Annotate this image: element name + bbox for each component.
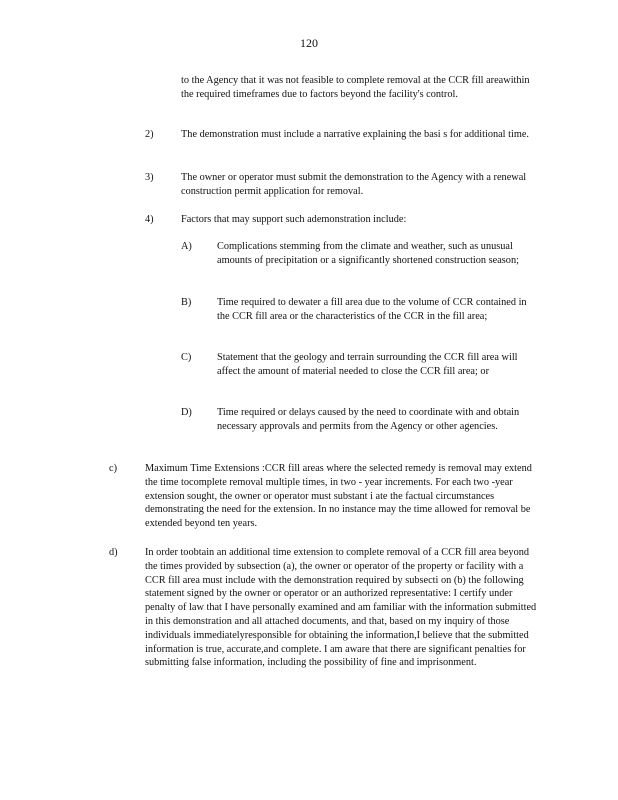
item-d-text: Time required or delays caused by the need to coordinate with and obtain necessary approvals and permits from the Agency or other agencies. [217, 407, 520, 432]
subsection-d-text: In order toobtain an additional time extension to complete removal of a CCR fill area beyond the times provided by subsection (a), the owner or operator of the property or facility with a CCR fill area must include with the demonstration required by subsecti on (b) the following statement signed by the owner or operator or an authorized representative: I certify under penalty of law that I have personally examined and am familiar with the information submitted in this demonstration and all attached documents, and that, based on my inquiry of those individuals immediatelyresponsible for obtaining the information,I believe that the submitted information is true, accurate,and complete. I am aware that there are significant penalties for submitting false information, including the possibility of fine and imprisonment. [145, 547, 537, 669]
item-c-text: Statement that the geology and terrain surrounding the CCR fill area will affect the amount of material needed to close the CCR fill area; or [217, 352, 518, 377]
item-d-marker: D) [181, 407, 192, 418]
continuation-paragraph: to the Agency that it was not feasible to complete removal at the CCR fill areawithin the required timeframes due to factors beyond the facility's control. [181, 75, 530, 100]
item-4-marker: 4) [145, 214, 154, 225]
item-4-text: Factors that may support such ademonstration include: [181, 214, 407, 225]
item-b-marker: B) [181, 297, 192, 308]
item-3-marker: 3) [145, 172, 154, 183]
subsection-c-text: Maximum Time Extensions :CCR fill areas where the selected remedy is removal may extend the time tocomplete removal multiple times, in two - year increments. For each two -year extension sought, the owner or operator must substant i ate the factual circumstances demonstrating the need for the extension. In no instance may the time allowed for removal be extended beyond ten years. [145, 463, 532, 530]
subsection-d-marker: d) [109, 547, 118, 558]
item-a-marker: A) [181, 241, 192, 252]
item-2-text: The demonstration must include a narrative explaining the basi s for additional time. [181, 129, 529, 140]
item-b-text: Time required to dewater a fill area due to the volume of CCR contained in the CCR fill area or the characteristics of the CCR in the fill area; [217, 297, 527, 322]
item-3-text: The owner or operator must submit the demonstration to the Agency with a renewal construction permit application for removal. [181, 172, 527, 197]
page-number: 120 [300, 36, 318, 50]
subsection-c-marker: c) [109, 463, 117, 474]
item-c-marker: C) [181, 352, 192, 363]
item-2-marker: 2) [145, 129, 154, 140]
item-a-text: Complications stemming from the climate and weather, such as unusual amounts of precipitation or a significantly shortened construction season; [217, 241, 519, 266]
